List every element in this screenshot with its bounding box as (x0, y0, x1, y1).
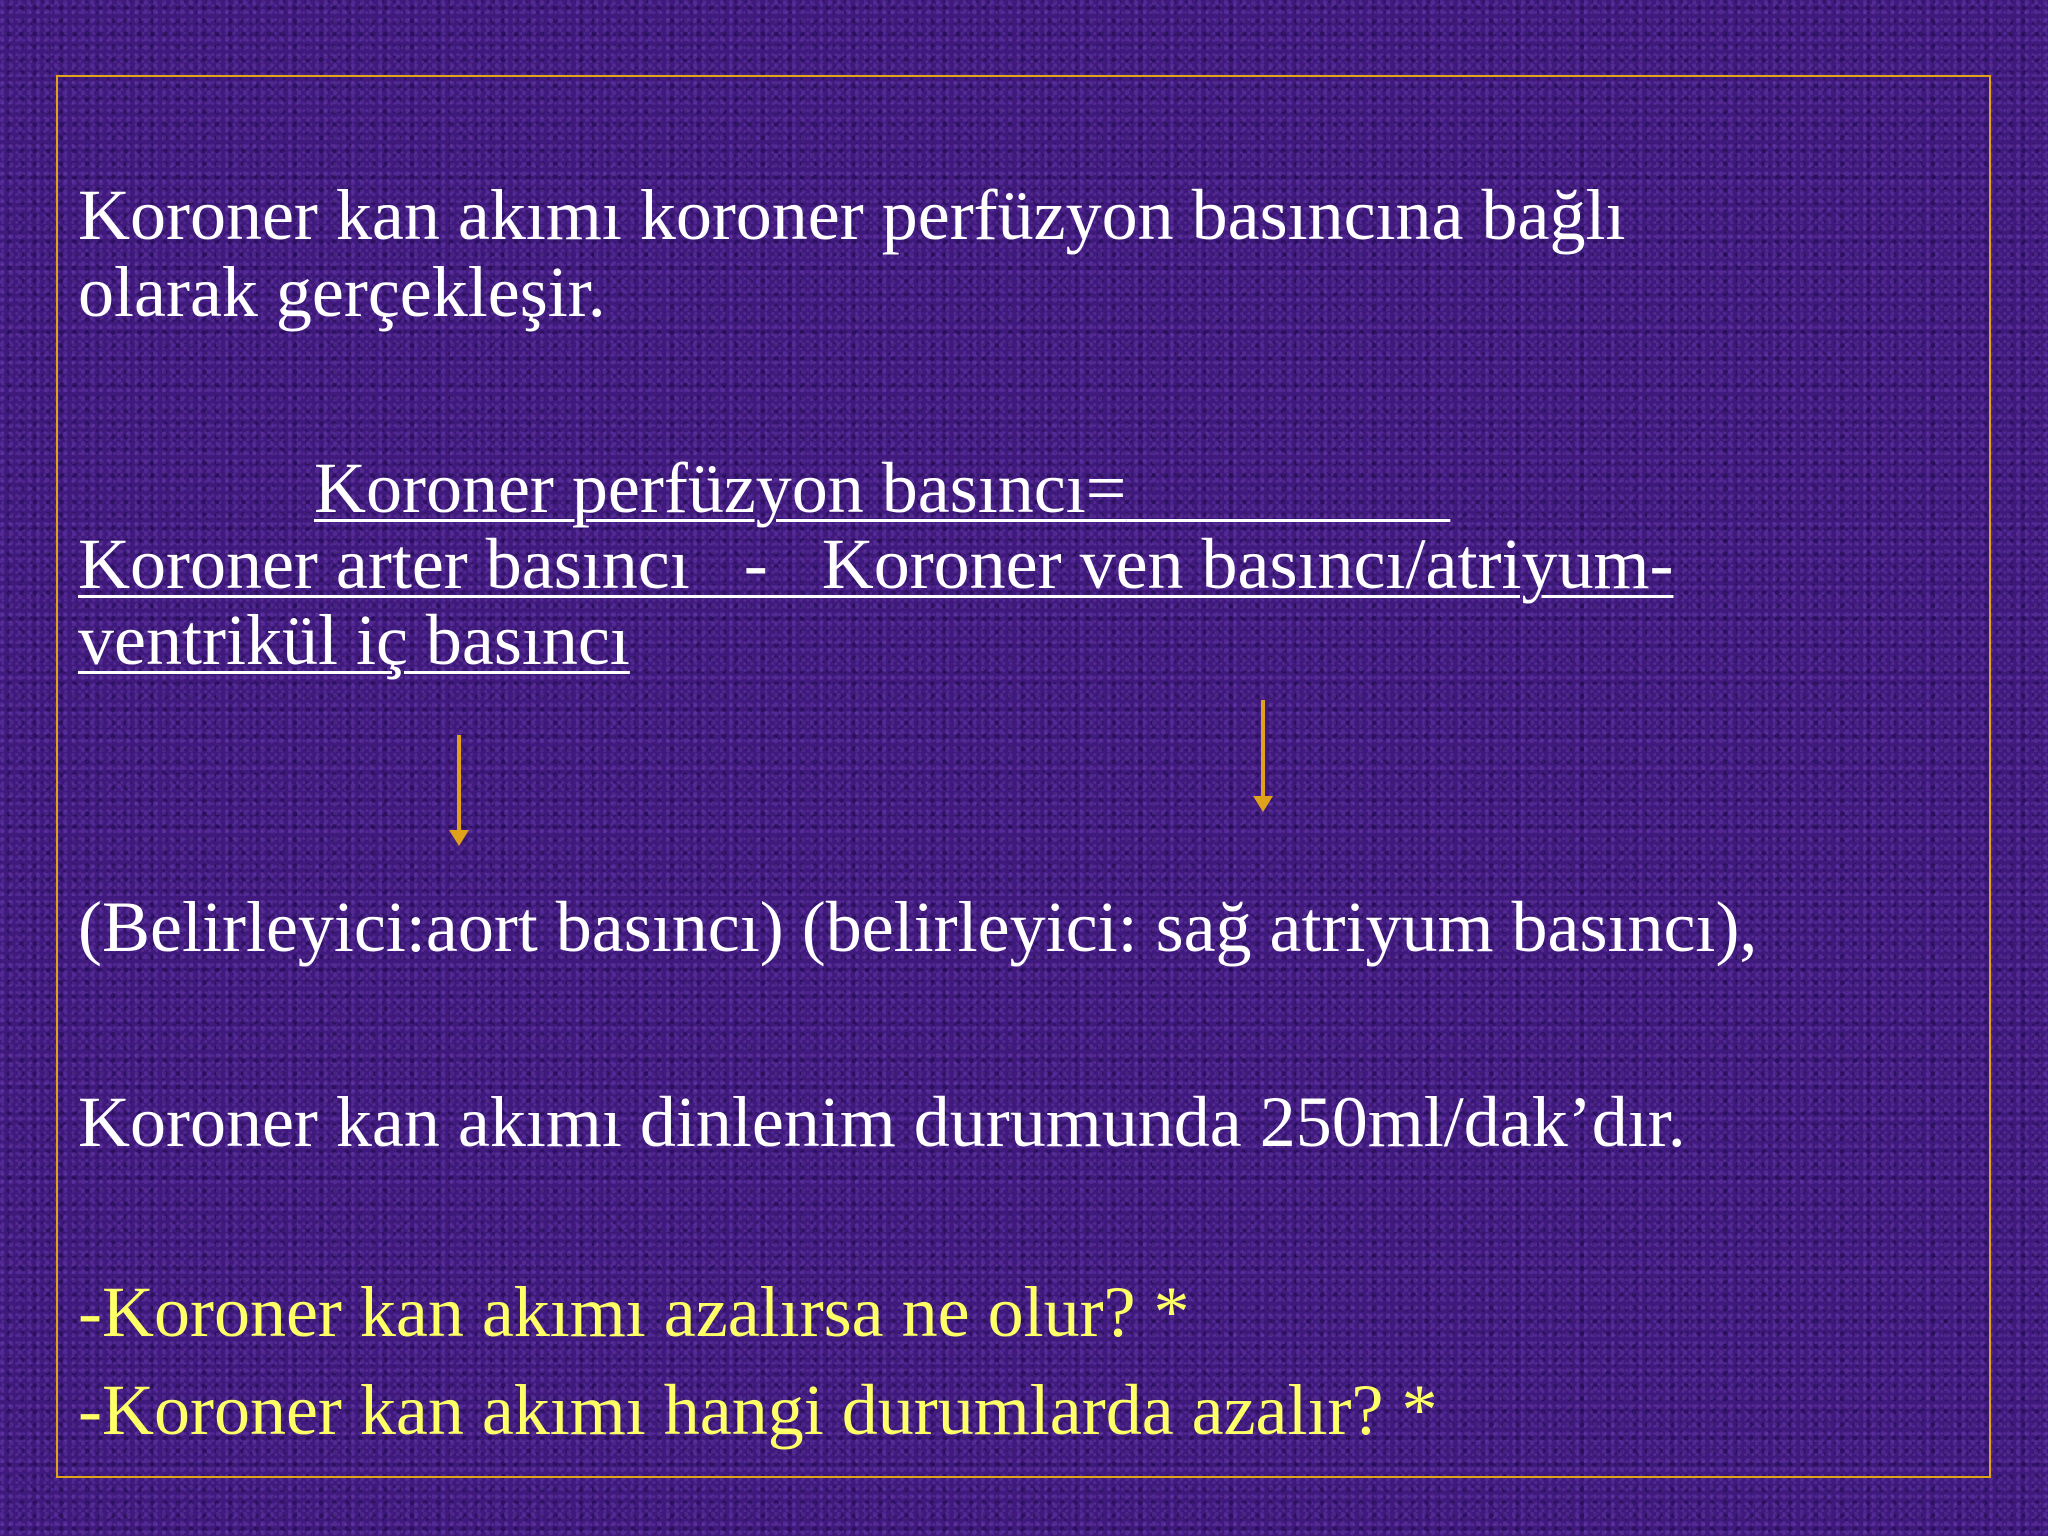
question-1: -Koroner kan akımı azalırsa ne olur? * (78, 1272, 1190, 1352)
determinants-line: (Belirleyici:aort basıncı) (belirleyici: sağ atriyum basıncı), (78, 887, 1758, 967)
arrow-down-icon (1261, 700, 1265, 798)
formula-line-3: ventrikül iç basıncı (78, 600, 630, 680)
formula-title-text: Koroner perfüzyon basıncı= (314, 448, 1127, 528)
intro-line-1: Koroner kan akımı koroner perfüzyon basıncına bağlı (78, 175, 1626, 255)
intro-line-2: olarak gerçekleşir. (78, 252, 606, 332)
question-2: -Koroner kan akımı hangi durumlarda azalır? * (78, 1370, 1438, 1450)
rest-flow-line: Koroner kan akımı dinlenim durumunda 250ml/dak’dır. (78, 1082, 1686, 1162)
formula-blank (1126, 448, 1450, 528)
arrow-down-icon (457, 735, 461, 832)
formula-line-2: Koroner arter basıncı - Koroner ven basıncı/atriyum- (78, 524, 1674, 604)
formula-title (314, 449, 1450, 527)
